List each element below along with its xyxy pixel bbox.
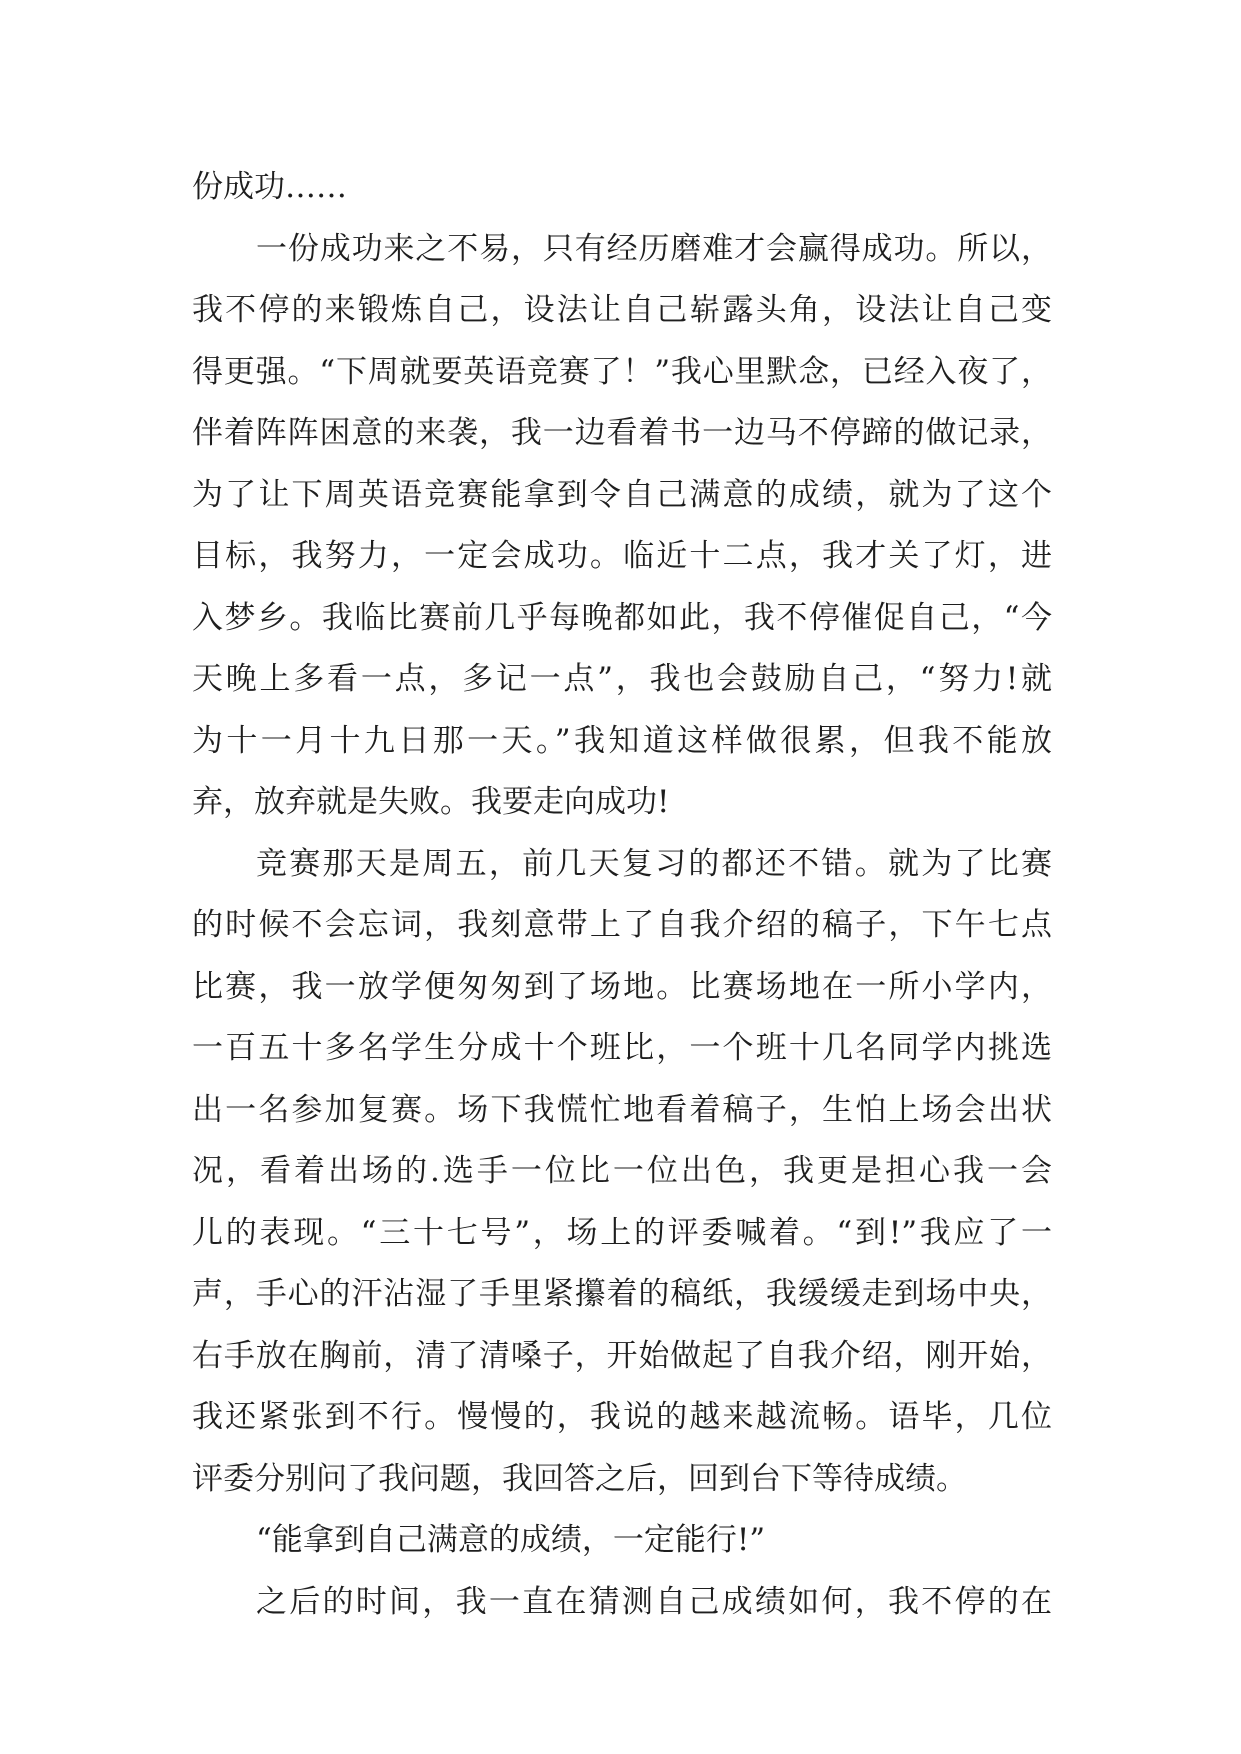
text-line: 目标，我努力，一定会成功。临近十二点，我才关了灯，进 <box>192 538 1052 574</box>
text-line: 伴着阵阵困意的来袭，我一边看着书一边马不停蹄的做记录， <box>192 415 1052 451</box>
text-line: 入梦乡。我临比赛前几乎每晚都如此，我不停催促自己，“今 <box>192 599 1052 636</box>
text-line: 况，看着出场的.选手一位比一位出色，我更是担心我一会 <box>192 1153 1052 1189</box>
text-line: 右手放在胸前，清了清嗓子，开始做起了自我介绍，刚开始， <box>192 1337 1052 1374</box>
text-line: “能拿到自己满意的成绩，一定能行!” <box>256 1522 766 1558</box>
text-line: 一份成功来之不易，只有经历磨难才会赢得成功。所以， <box>256 230 1052 267</box>
text-line: 我不停的来锻炼自己，设法让自己崭露头角，设法让自己变 <box>192 292 1052 328</box>
body-text <box>192 157 1052 1633</box>
text-line: 出一名参加复赛。场下我慌忙地看着稿子，生怕上场会出状 <box>192 1091 1052 1128</box>
text-line: 我还紧张到不行。慢慢的，我说的越来越流畅。语毕，几位 <box>192 1399 1052 1435</box>
text-line: 声，手心的汗沾湿了手里紧攥着的稿纸，我缓缓走到场中央， <box>192 1276 1052 1312</box>
text-line: 比赛，我一放学便匆匆到了场地。比赛场地在一所小学内， <box>192 968 1052 1005</box>
text-line: 弃，放弃就是失败。我要走向成功! <box>192 784 670 820</box>
text-line: 竞赛那天是周五，前几天复习的都还不错。就为了比赛 <box>256 845 1052 882</box>
text-line: 为十一月十九日那一天。”我知道这样做很累，但我不能放 <box>192 722 1052 759</box>
text-line: 得更强。“下周就要英语竞赛了！”我心里默念，已经入夜了， <box>192 353 1052 390</box>
text-line: 为了让下周英语竞赛能拿到令自己满意的成绩，就为了这个 <box>192 476 1052 513</box>
text-line: 之后的时间，我一直在猜测自己成绩如何，我不停的在 <box>256 1583 1052 1620</box>
text-line: 份成功…… <box>192 169 347 205</box>
text-line: 的时候不会忘词，我刻意带上了自我介绍的稿子，下午七点 <box>192 907 1052 943</box>
text-line: 儿的表现。“三十七号”，场上的评委喊着。“到!”我应了一 <box>192 1214 1052 1251</box>
text-line: 天晚上多看一点，多记一点”，我也会鼓励自己，“努力!就 <box>192 661 1052 697</box>
text-line: 评委分别问了我问题，我回答之后，回到台下等待成绩。 <box>192 1460 967 1497</box>
text-line: 一百五十多名学生分成十个班比，一个班十几名同学内挑选 <box>192 1030 1052 1066</box>
